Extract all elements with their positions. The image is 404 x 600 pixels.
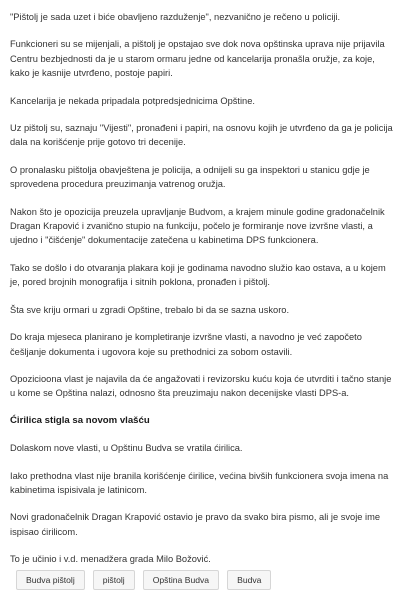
article-paragraph: To je učinio i v.d. menadžera grada Milo Božović. (10, 554, 211, 565)
article-paragraph: Iako prethodna vlast nije branila korišćenje ćirilice, većina bivših funkcionera svoja imena na kabinetima ispisivala je latinicom. (10, 470, 389, 495)
article-paragraph: Šta sve kriju ormari u zgradi Opštine, trebalo bi da se sazna uskoro. (10, 304, 290, 315)
tag-budva-pistolj[interactable]: Budva pištolj (16, 570, 85, 590)
article-paragraph: Novi gradonačelnik Dragan Krapović ostavio je pravo da svako bira pismo, ali je svoje ime ispisao ćirilicom. (10, 512, 380, 537)
article-paragraph: Nakon što je opozicija preuzela upravljanje Budvom, a krajem minule godine gradonačelnik Dragan Krapović i zvanično stupio na funkciju, počelo je formiranje nove izvršne vlasti, a ujedno i "čišćenje" dokumentacije zatečena u kabinetima DPS funkcionera. (10, 206, 385, 246)
article-paragraph: Do kraja mjeseca planirano je kompletiranje izvršne vlasti, a navodno je već započeto češljanje dokumenta i ugovora koje su prethodnici za sobom ostavili. (10, 332, 362, 357)
article-paragraph: "Pištolj je sada uzet i biće obavljeno razduženje", nezvanično je rečeno u policiji. (10, 12, 341, 22)
article-paragraph: Tako se došlo i do otvaranja plakara koji je godinama navodno služio kao ostava, a u kojem je, pored brojnih monografija i sitnih poklona, pronađen i pištolj. (10, 262, 386, 288)
tag-list (16, 570, 271, 590)
article-paragraph: Kancelarija je nekada pripadala potpredsjednicima Opštine. (10, 95, 255, 106)
article-paragraph: Opozicioona vlast je najavila da će angažovati i revizorsku kuću koja će utvrditi i tačno stanje u kome se Opština nalazi, odnosno šta preuzimaju nakon decenijske vlasti DPS-a. (10, 373, 392, 399)
article-paragraph: Funkcioneri su se mijenjali, a pištolj je opstajao sve dok nova opštinska uprava nije prijavila Centru bezbjednosti da je u starom ormaru jedne od kancelarija pronašla oružje, za koje, kako je kasnije utvrđeno, postoje papiri. (10, 39, 385, 79)
tag-pistolj[interactable]: pištolj (93, 570, 135, 590)
article-paragraph: Dolaskom nove vlasti, u Opštinu Budva se vratila ćirilica. (10, 443, 243, 454)
article-subheading: Ćirilica stigla sa novom vlašću (10, 414, 150, 426)
article-paragraph: O pronalasku pištolja obavještena je policija, a odnijeli su ga inspektori u stanicu gdje je sprovedena procedura preuzimanja vatrenog oružja. (10, 164, 370, 190)
tag-budva[interactable]: Budva (227, 570, 271, 590)
tag-opstina-budva[interactable]: Opština Budva (143, 570, 219, 590)
article-paragraph: Uz pištolj su, saznaju "Vijesti", pronađeni i papiri, na osnovu kojih je utvrđeno da ga je policija dala na korišćenje prije gotovo tri decenije. (10, 123, 393, 148)
